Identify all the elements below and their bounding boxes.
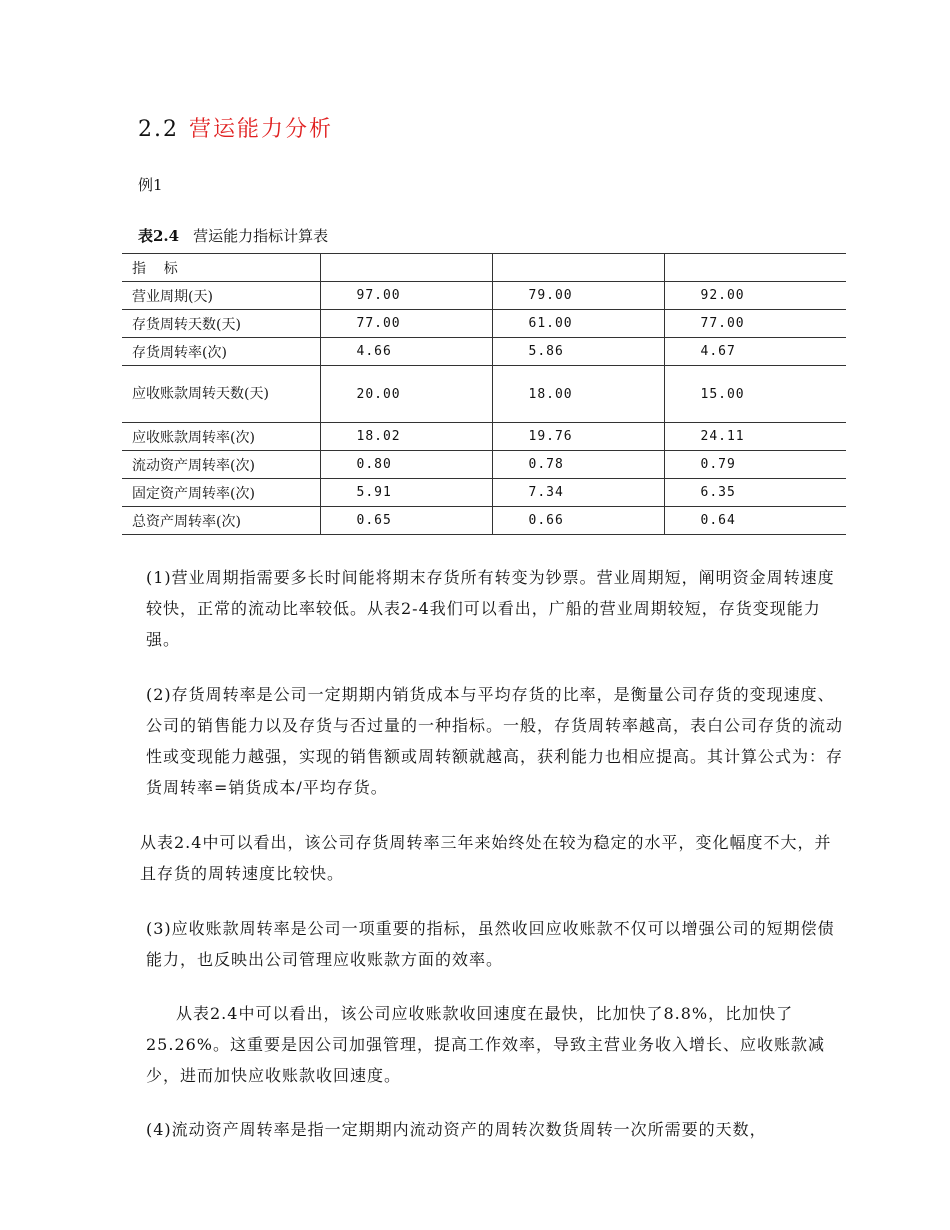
table-cell: 4.67 — [664, 338, 846, 366]
paragraph-receivables-turnover: (3)应收账款周转率是公司一项重要的指标，虽然收回应收账款不仅可以增强公司的短期偿债能力，也反映出公司管理应收账款方面的效率。 — [146, 919, 835, 969]
table-row — [122, 423, 846, 451]
table-cell: 0.78 — [492, 451, 664, 479]
paragraph-operating-cycle: (1)营业周期指需要多长时间能将期末存货所有转变为钞票。营业周期短，阐明资金周转速度较快，正常的流动比率较低。从表2-4我们可以看出，广船的营业周期较短，存货变现能力强。 — [146, 568, 835, 649]
table-cell: 4.66 — [320, 338, 492, 366]
table-cell: 77.00 — [320, 310, 492, 338]
table-cell: 0.80 — [320, 451, 492, 479]
table-cell: 6.35 — [664, 479, 846, 507]
paragraph-receivables-analysis: 从表2.4中可以看出，该公司应收账款收回速度在最快，比加快了8.8%，比加快了25.26%。这重要是因公司加强管理，提高工作效率，导致主营业务收入增长、应收账款减少，进而加快应收账款收回速度。 — [146, 1004, 826, 1085]
table-header-cell — [492, 254, 664, 282]
table-header-row — [122, 254, 846, 282]
table-cell: 0.79 — [664, 451, 846, 479]
table-cell: 5.91 — [320, 479, 492, 507]
table-row — [122, 479, 846, 507]
table-cell: 24.11 — [664, 423, 846, 451]
table-cell: 61.00 — [492, 310, 664, 338]
row-label: 应收账款周转天数(天) — [122, 366, 320, 423]
paragraph-inventory-analysis: 从表2.4中可以看出，该公司存货周转率三年来始终处在较为稳定的水平，变化幅度不大，并且存货的周转速度比较快。 — [140, 833, 832, 883]
table-cell: 15.00 — [664, 366, 846, 423]
paragraph-inventory-turnover: (2)存货周转率是公司一定期期内销货成本与平均存货的比率，是衡量公司存货的变现速度、公司的销售能力以及存货与否过量的一种指标。一般，存货周转率越高，表白公司存货的流动性或变现能力越强，实现的销售额或周转额就越高，获利能力也相应提高。其计算公式为：存货周转率=销货成本/平均存货。 — [146, 685, 844, 797]
table-header-cell — [664, 254, 846, 282]
table-cell: 18.00 — [492, 366, 664, 423]
section-title-text: 营运能力分析 — [189, 117, 334, 142]
table-cell: 0.66 — [492, 507, 664, 535]
row-label: 固定资产周转率(次) — [122, 479, 320, 507]
table-cell: 18.02 — [320, 423, 492, 451]
table-cell: 0.65 — [320, 507, 492, 535]
table-row — [122, 366, 846, 423]
row-label: 存货周转率(次) — [122, 338, 320, 366]
row-label: 流动资产周转率(次) — [122, 451, 320, 479]
table-cell: 20.00 — [320, 366, 492, 423]
metrics-table — [122, 253, 846, 535]
table-cell: 92.00 — [664, 282, 846, 310]
table-row — [122, 338, 846, 366]
row-label: 总资产周转率(次) — [122, 507, 320, 535]
table-cell: 19.76 — [492, 423, 664, 451]
example-label: 例1 — [138, 176, 163, 194]
row-label: 存货周转天数(天) — [122, 310, 320, 338]
paragraph-current-assets-turnover: (4)流动资产周转率是指一定期期内流动资产的周转次数货周转一次所需要的天数， — [146, 1120, 767, 1139]
table-header-cell: 指 标 — [122, 254, 320, 282]
table-caption-text: 营运能力指标计算表 — [193, 227, 329, 245]
section-number: 2.2 — [138, 117, 179, 142]
row-label: 营业周期(天) — [122, 282, 320, 310]
table-cell: 77.00 — [664, 310, 846, 338]
table-row — [122, 310, 846, 338]
table-cell: 0.64 — [664, 507, 846, 535]
table-number: 表2.4 — [138, 227, 180, 245]
table-caption — [138, 225, 328, 246]
table-row — [122, 451, 846, 479]
table-cell: 97.00 — [320, 282, 492, 310]
section-heading — [138, 112, 333, 143]
table-row — [122, 507, 846, 535]
table-header-cell — [320, 254, 492, 282]
table-cell: 79.00 — [492, 282, 664, 310]
row-label: 应收账款周转率(次) — [122, 423, 320, 451]
table-row — [122, 282, 846, 310]
table-cell: 5.86 — [492, 338, 664, 366]
table-cell: 7.34 — [492, 479, 664, 507]
